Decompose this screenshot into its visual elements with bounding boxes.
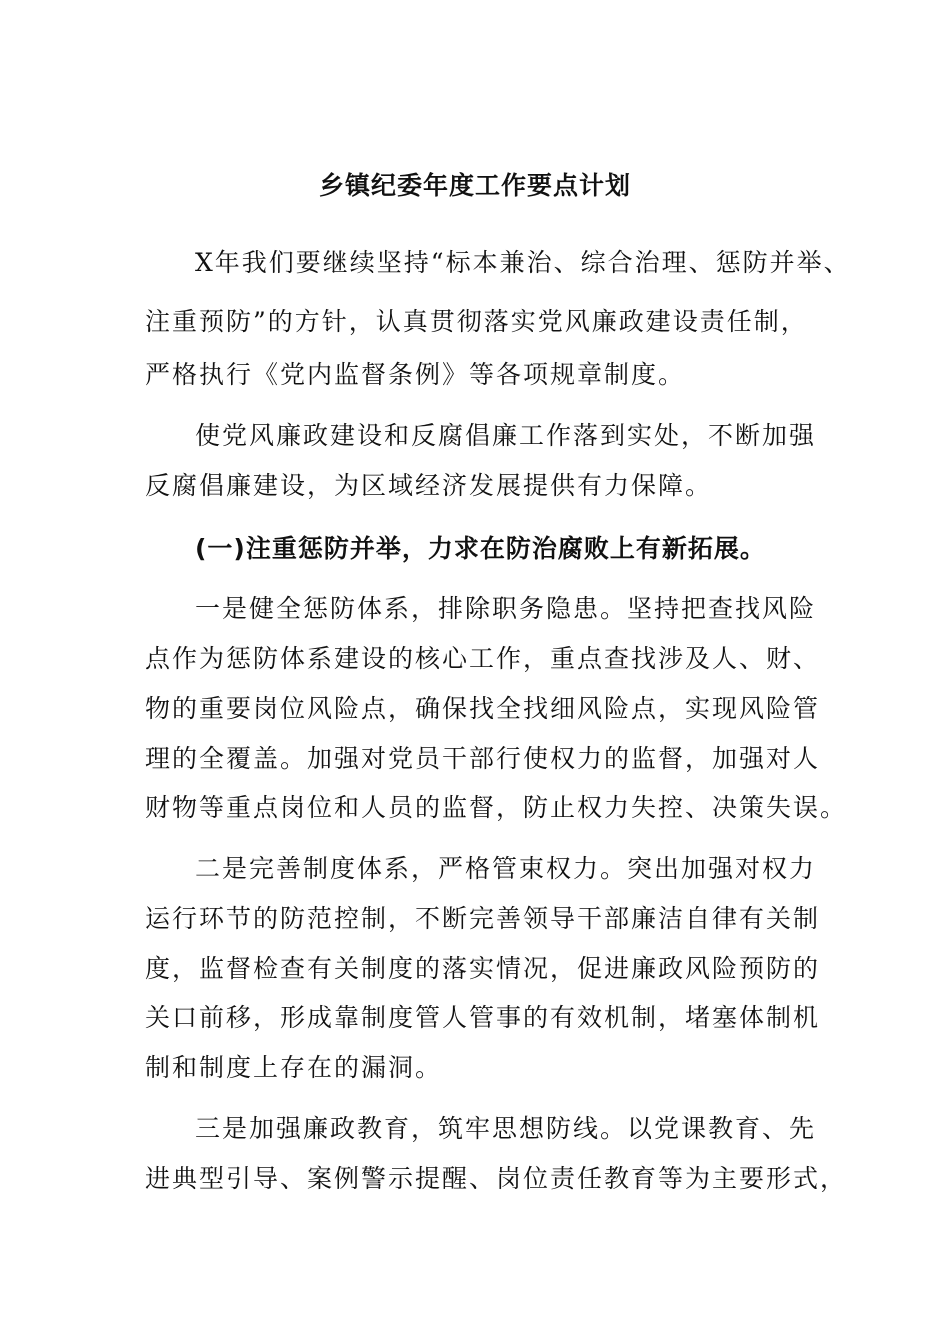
paragraph-4-line-4: 关口前移，形成靠制度管人管事的有效机制，堵塞体制机 bbox=[145, 1003, 821, 1032]
section-heading: (一)注重惩防并举，力求在防治腐败上有新拓展。 bbox=[195, 534, 766, 563]
paragraph-1-line-2: 注重预防”的方针，认真贯彻落实党风廉政建设责任制， bbox=[145, 307, 808, 336]
paragraph-3-line-2: 点作为惩防体系建设的核心工作，重点查找涉及人、财、 bbox=[145, 644, 821, 673]
paragraph-3-line-4: 理的全覆盖。加强对党员干部行使权力的监督，加强对人 bbox=[145, 744, 821, 773]
paragraph-1-line-3: 严格执行《党内监督条例》等各项规章制度。 bbox=[145, 360, 686, 389]
paragraph-3-line-3: 物的重要岗位风险点，确保找全找细风险点，实现风险管 bbox=[145, 694, 821, 723]
paragraph-5-line-2: 进典型引导、案例警示提醒、岗位责任教育等为主要形式， bbox=[145, 1164, 848, 1193]
paragraph-2-line-1: 使党风廉政建设和反腐倡廉工作落到实处，不断加强 bbox=[195, 421, 817, 450]
paragraph-5-line-1: 三是加强廉政教育，筑牢思想防线。以党课教育、先 bbox=[195, 1114, 817, 1143]
paragraph-4-line-2: 运行环节的防范控制，不断完善领导干部廉洁自律有关制 bbox=[145, 904, 821, 933]
paragraph-4-line-3: 度，监督检查有关制度的落实情况，促进廉政风险预防的 bbox=[145, 954, 821, 983]
paragraph-2-line-2: 反腐倡廉建设，为区域经济发展提供有力保障。 bbox=[145, 471, 713, 500]
paragraph-3-line-1: 一是健全惩防体系，排除职务隐患。坚持把查找风险 bbox=[195, 594, 817, 623]
paragraph-1-line-1: X年我们要继续坚持“标本兼治、综合治理、惩防并举、 bbox=[195, 248, 851, 277]
document-title: 乡镇纪委年度工作要点计划 bbox=[318, 171, 631, 200]
paragraph-3-line-5: 财物等重点岗位和人员的监督，防止权力失控、决策失误。 bbox=[145, 793, 848, 822]
paragraph-4-line-1: 二是完善制度体系，严格管束权力。突出加强对权力 bbox=[195, 854, 817, 883]
paragraph-4-line-5: 制和制度上存在的漏洞。 bbox=[145, 1053, 443, 1082]
